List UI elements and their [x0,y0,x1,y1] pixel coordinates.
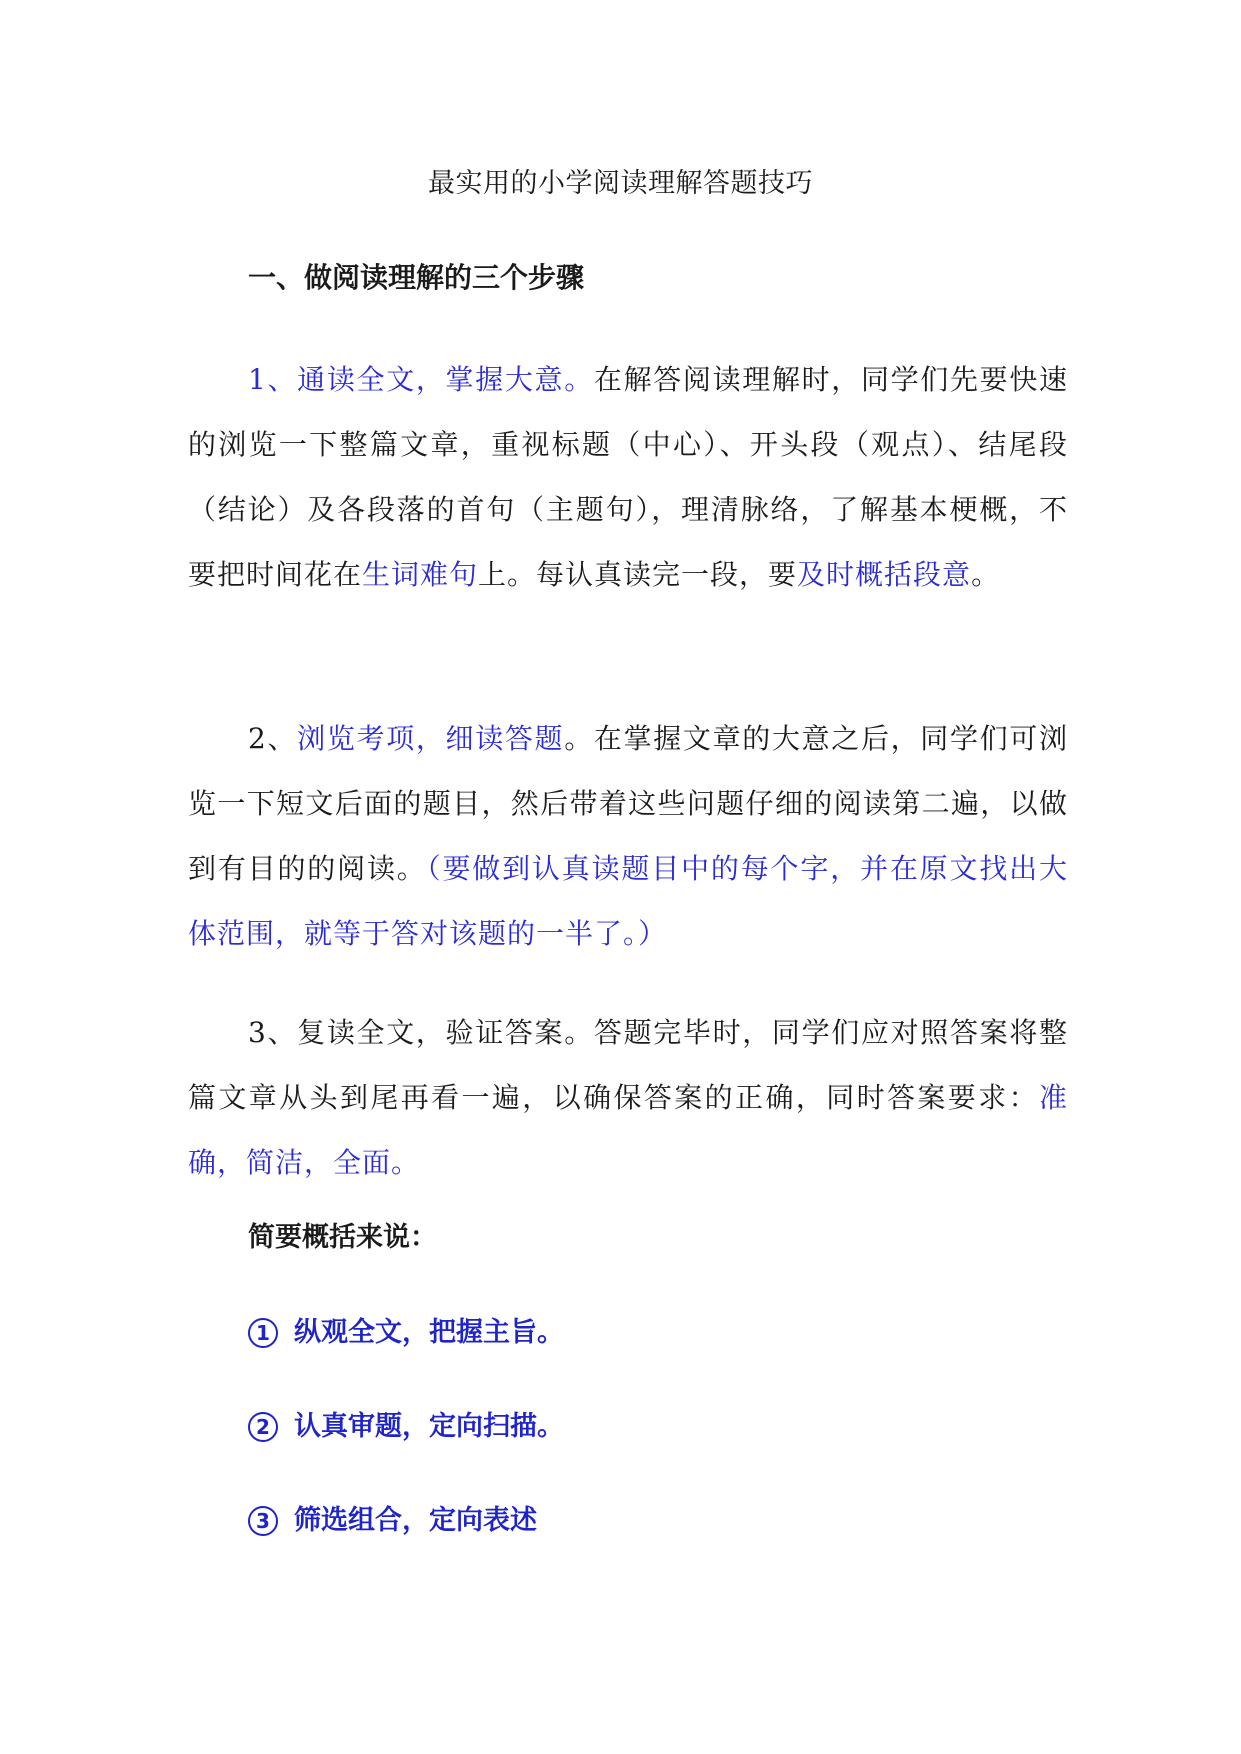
paragraph-step-1 [188,347,1068,607]
summary-item-text: 认真审题，定向扫描。 [294,1411,564,1442]
summary-heading: 简要概括来说： [248,1222,437,1253]
step-1-text-2: 上。每认真读完一段，要 [478,558,798,591]
step-2-key: 浏览考项，细读答题 [297,722,565,755]
summary-item-2 [248,1407,564,1447]
circled-number-3: 3 [248,1506,278,1536]
summary-item-3 [248,1501,537,1541]
step-2-number: 2、 [248,722,298,755]
circled-number-2: 2 [248,1412,278,1442]
summary-item-text: 筛选组合，定向表述 [294,1505,537,1536]
step-3-highlight: 准确，简洁，全面。 [188,1081,1068,1179]
step-1-text-3: 。 [971,558,1001,591]
step-3-number: 3、 [248,1016,298,1049]
page-title: 最实用的小学阅读理解答题技巧 [428,168,813,199]
step-1-text: 在解答阅读理解时，同学们先要快速的浏览一下整篇文章，重视标题（中心）、开头段（观点）、结尾段（结论）及各段落的首句（主题句），理清脉络，了解基本梗概，不要把时间花在 [188,363,1068,591]
section-heading: 一、做阅读理解的三个步骤 [248,261,585,294]
paragraph-step-3 [188,1000,1068,1195]
step-2-text: 。在掌握文章的大意之后，同学们可浏览一下短文后面的题目，然后带着这些问题仔细的阅读第二遍，以做到有目的的阅读。 [188,722,1068,885]
step-2-highlight: （要做到认真读题目中的每个字，并在原文找出大体范围，就等于答对该题的一半了。） [188,852,1068,950]
step-1-highlight-2: 及时概括段意 [797,558,972,591]
step-3-text: 复读全文，验证答案。答题完毕时，同学们应对照答案将整篇文章从头到尾再看一遍，以确保答案的正确，同时答案要求： [188,1016,1068,1114]
paragraph-step-2 [188,706,1068,966]
summary-item-1 [248,1313,564,1353]
summary-item-text: 纵观全文，把握主旨。 [294,1317,564,1348]
circled-number-1: 1 [248,1318,278,1348]
step-1-highlight-1: 生词难句 [362,558,479,591]
step-1-key: 通读全文，掌握大意。 [297,363,594,396]
step-1-number: 1、 [248,363,298,396]
